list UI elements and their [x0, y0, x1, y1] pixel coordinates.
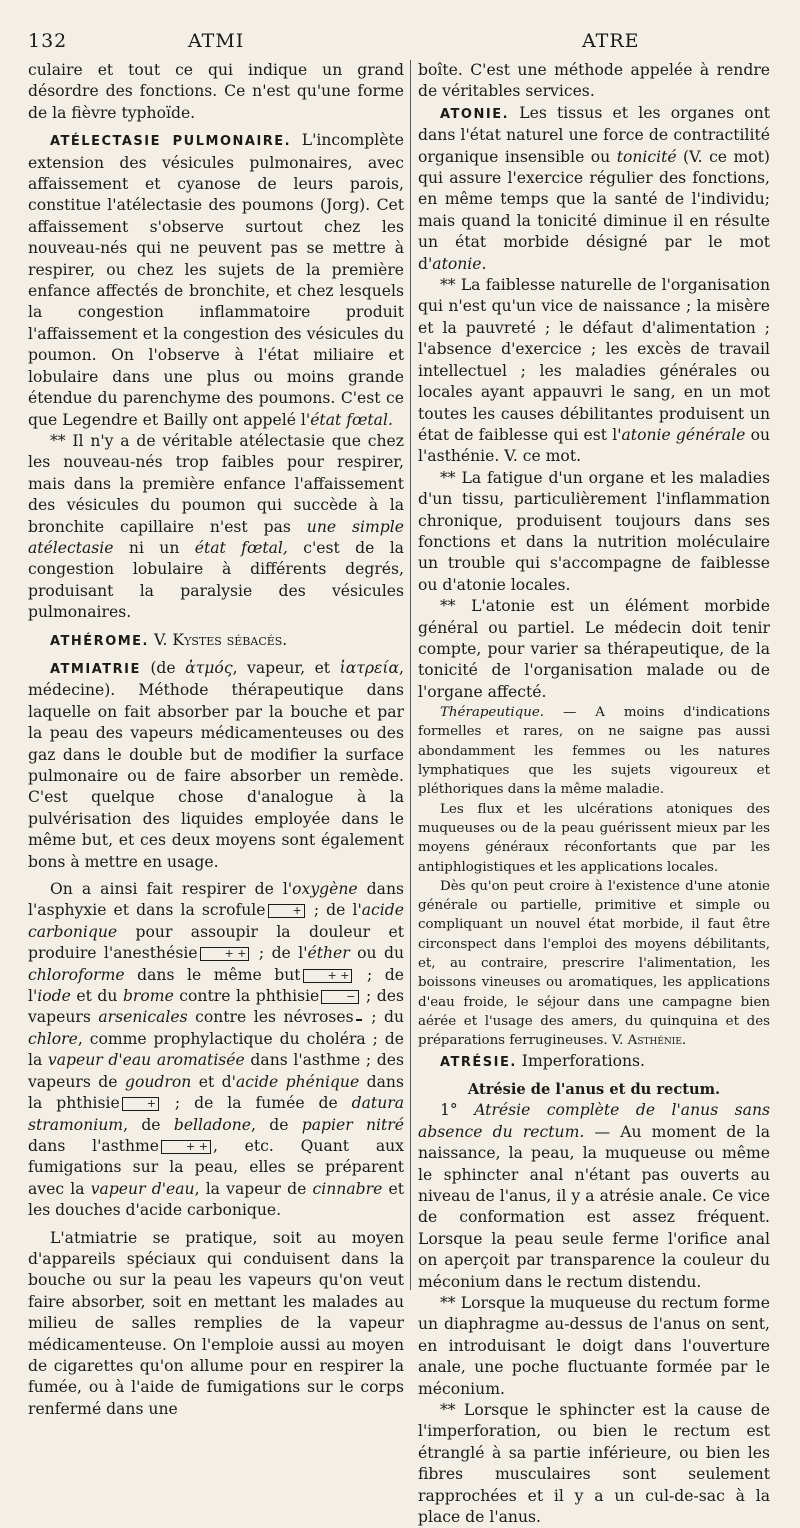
paragraph: Les flux et les ulcérations atoniques des muqueuses ou de la peau guérissent mieux par les moyens généraux réconfortants que par les antiphlogistiques et les applications locales. — [418, 801, 770, 875]
paragraph: L'atmiatrie se pratique, soit au moyen d'appareils spéciaux qui conduisent dans la bouche ou sur la peau les vapeurs qu'on veut faire absorber, soit en mettant les malades au milieu de salles remplies de la vapeur médicamenteuse. On l'emploie aussi au moyen de cigarettes qu'on allume pour en respirer la fumée, ou à l'aide de fumigations sur le corps renfermé dans une — [28, 1228, 404, 1418]
text-run: , vapeur, et — [232, 658, 340, 677]
cross-reference: V. Kystes sébacés. — [153, 630, 288, 649]
greek-word: ἰατρεία — [339, 658, 400, 677]
page-number: 132 — [28, 30, 68, 52]
entry-atmiatrie — [28, 658, 404, 873]
text-run: ; de l' — [28, 965, 404, 1006]
right-column — [418, 60, 770, 1528]
running-head-right: ATRE — [582, 30, 640, 52]
text-run: — A moins d'indications formelles et rares, on ne saigne pas aussi abondamment les femmes ou les natures lymphatiques que les sujets vigoureux et pléthoriques dans la même maladie. — [418, 705, 770, 798]
italic-run: état fœtal, — [194, 538, 288, 557]
text-run: , médecine). Méthode thérapeutique dans laquelle on fait absorber par la bouche et par la peau des vapeurs médicamenteuses ou des gaz dans le double but de modifier la surface pulmonaire ou de faire absorber un remède. C'est quelque chose d'analogue à la pulvérisation des liquides employée dans le même but, et ces deux moyens sont également bons à mettre en usage. — [28, 658, 404, 871]
italic-run: oxygène — [292, 880, 358, 899]
text-run: pour assoupir la douleur et produire l'anesthésie — [28, 922, 404, 963]
text-run: , etc. Quant aux fumigations sur la peau, elles se préparent avec la — [28, 1136, 404, 1198]
text-run: contre les névroses — [187, 1008, 354, 1027]
greek-word: ἀτμός — [185, 658, 233, 677]
text-run: , la vapeur de — [194, 1179, 313, 1198]
text-run: et les douches d'acide carbonique. — [28, 1179, 405, 1220]
efficacy-box-icon: + + — [303, 969, 353, 983]
text-run: ; de l' — [251, 944, 308, 963]
therapeutics-paragraph — [418, 703, 770, 799]
text-run: ** La faiblesse naturelle de l'organisation qui n'est qu'un vice de naissance ; la misère et la pauvreté ; le défaut d'alimentation ; l'absence d'exercice ; les excès de travail intellectuel ; les maladies générales ou locales ayant appauvri le sang, en un mot toutes les causes débilitantes produisent un état de faiblesse qui est l' — [418, 276, 770, 444]
text-run: et du — [70, 987, 123, 1006]
text-run: dans l'asthme — [28, 1136, 159, 1155]
italic-run: brome — [122, 987, 174, 1006]
text-run: ; de la fumée de — [160, 1094, 352, 1113]
entry-italic: état fœtal. — [310, 410, 393, 429]
cross-reference: Asthénie. — [627, 1033, 687, 1049]
paragraph: ** L'atonie est un élément morbide général ou partiel. Le médecin doit tenir compte, pour varier sa thérapeutique, de la tonicité de l'organisation malade ou de l'organe affecté. — [418, 597, 770, 701]
text-run: , de — [250, 1115, 302, 1134]
paragraph-continuation: culaire et tout ce qui indique un grand désordre des fonctions. Ce n'est qu'une forme de la fièvre typhoïde. — [28, 61, 404, 122]
italic-run: belladone — [173, 1115, 251, 1134]
italic-run: vapeur d'eau aromatisée — [47, 1051, 245, 1070]
italic-run: Atrésie complète de l'anus sans absence du rectum. — [418, 1101, 770, 1141]
text-run: , de — [123, 1115, 174, 1134]
text-run: Les tissus et les organes ont dans l'état naturel une force de contractilité organique insensible ou — [418, 103, 770, 166]
entry-text: L'incomplète extension des vésicules pulmonaires, avec affaissement et cyanose de leurs parois, constitue l'atélectasie des poumons (Jorg). Cet affaissement s'observe surtout chez les nouveau-nés qui ne peuvent pas se mettre à respirer, ou chez les sujets de la première enfance affectés de bronchite, et chez lesquels la congestion inflammatoire produit l'affaissement et la congestion des vésicules du poumon. On l'observe à l'état miliaire et lobulaire dans une plus ou moins grande étendue du parenchyme des poumons. C'est ce que Legendre et Bailly ont appelé l' — [28, 131, 404, 429]
italic-run: Thérapeutique. — [440, 705, 545, 721]
text-run: ** Il n'y a de véritable atélectasie que chez les nouveau-nés trop faibles pour respirer, mais dans la première enfance l'affaissement des vésicules du poumon qui succède à la bronchite capillaire n'est pas — [28, 431, 404, 536]
italic-run: acide carbonique — [28, 901, 404, 941]
entry-atherome — [28, 630, 404, 652]
paragraph — [418, 1100, 770, 1293]
text-run: ou du — [349, 944, 405, 963]
text-run: (V. ce mot) qui assure l'exercice régulier des fonctions, en même temps que la santé de l'individu; mais quand la tonicité diminue il en résulte un état morbide désigné par le mot d' — [418, 147, 771, 273]
entry-heading: ATÉLECTASIE PULMONAIRE. — [50, 134, 292, 150]
italic-run: cinnabre — [312, 1179, 383, 1198]
text-run: ; du — [363, 1008, 404, 1027]
italic-run: une simple atélectasie — [28, 517, 404, 557]
efficacy-box-icon: − — [321, 990, 358, 1004]
text-run: , comme prophylactique du choléra ; de la — [28, 1029, 404, 1070]
efficacy-box-icon: + — [122, 1097, 159, 1111]
italic-run: acide phénique — [235, 1072, 360, 1091]
entry-atresie — [418, 1051, 770, 1073]
paragraph: ** Lorsque le sphincter est la cause de l'imperforation, ou bien le rectum est étranglé à sa partie inférieure, ou bien les fibres musculaires sont seulement rapprochées et il y a un cul-de-sac à la place de l'anus. — [418, 1401, 770, 1527]
text-run: ; de l' — [306, 901, 362, 920]
text-run: ; des vapeurs — [28, 987, 404, 1027]
subheading: Atrésie de l'anus et du rectum. — [467, 1080, 721, 1098]
italic-run: vapeur d'eau — [90, 1179, 195, 1198]
text-run: dans le même but — [124, 965, 301, 984]
paragraph: ** Lorsque la muqueuse du rectum forme un diaphragme au-dessus de l'anus on sent, en introduisant le doigt dans l'ouverture anale, une poche fluctuante formée par le méconium. — [418, 1294, 770, 1398]
italic-run: papier nitré — [301, 1115, 404, 1134]
italic-run: atonie générale — [621, 425, 746, 444]
text-run: c'est de la congestion lobulaire à différents degrés, produisant la paralysie des vésicules pulmonaires. — [28, 538, 404, 622]
italic-run: chloroforme — [28, 965, 125, 984]
italic-run: chlore — [28, 1029, 78, 1048]
paragraph-continuation: boîte. C'est une méthode appelée à rendre de véritables services. — [418, 61, 770, 101]
italic-run: datura stramonium — [28, 1094, 404, 1134]
text-run: Imperforations. — [516, 1051, 645, 1070]
efficacy-box-icon: + — [268, 904, 305, 918]
paragraph — [418, 877, 770, 1051]
entry-atelectasie — [28, 130, 404, 431]
running-header — [0, 30, 800, 56]
italic-run: éther — [307, 944, 350, 963]
text-run: (de — [140, 658, 186, 677]
column-divider — [410, 60, 411, 1290]
paragraph — [418, 275, 770, 468]
entry-heading: ATONIE. — [440, 106, 510, 122]
paragraph-vapors — [28, 879, 404, 1222]
paragraph: ** La fatigue d'un organe et les maladies d'un tissu, particulièrement l'inflammation chronique, produisent toujours dans ses fonctions et dans la nutrition moléculaire un trouble qui s'accompagne de faiblesse ou d'atonie locales. — [418, 468, 770, 594]
efficacy-box-icon: + + — [200, 947, 250, 961]
italic-run: tonicité — [616, 147, 677, 166]
left-column — [28, 60, 404, 1420]
italic-run: goudron — [124, 1072, 192, 1091]
text-run: On a ainsi fait respirer de l' — [50, 880, 293, 899]
text-run: 1° — [440, 1101, 475, 1120]
text-run: dans l'asphyxie et dans la scrofule — [28, 880, 404, 920]
text-run: et d' — [191, 1072, 236, 1091]
entry-atonie — [418, 103, 770, 275]
text-run: ni un — [113, 538, 195, 557]
text-run: contre la phthisie — [173, 987, 320, 1006]
italic-run: arsenicales — [98, 1008, 188, 1027]
italic-run: atonie. — [432, 254, 487, 273]
efficacy-box-icon — [356, 1019, 362, 1021]
text-run: Dès qu'on peut croire à l'existence d'une atonie générale ou partielle, primitive et simple ou compliquant un nouvel état morbide, il faut être circonspect dans l'emploi des moyens débilitants, et, au contraire, prescrire l'alimentation, les boissons vineuses ou aromatiques, les applications d'eau froide, le séjour dans une campagne bien aérée et l'usage des amers, du quinquina et des préparations ferrugineuses. V. — [418, 878, 770, 1049]
italic-run: iode — [37, 987, 71, 1006]
text-run: — Au moment de la naissance, la peau, la muqueuse ou même le sphincter anal n'étant pas ouverts au niveau de l'anus, il y a atrésie anale. Ce vice de conformation est assez fréquent. Lorsque la peau seule ferme l'orifice anal on aperçoit par transparence la couleur du méconium dans le rectum distendu. — [418, 1122, 770, 1291]
text-run: dans la phthisie — [28, 1072, 404, 1113]
running-head-left: ATMI — [188, 30, 245, 52]
entry-heading: ATRÉSIE. — [440, 1054, 517, 1070]
paragraph — [28, 431, 404, 624]
text-run: ou l'asthénie. V. ce mot. — [418, 425, 770, 466]
entry-heading: ATHÉROME. — [50, 633, 149, 649]
efficacy-box-icon: + + — [161, 1140, 211, 1154]
entry-heading: ATMIATRIE — [50, 661, 141, 677]
text-run: dans l'asthme ; des vapeurs de — [28, 1051, 404, 1091]
